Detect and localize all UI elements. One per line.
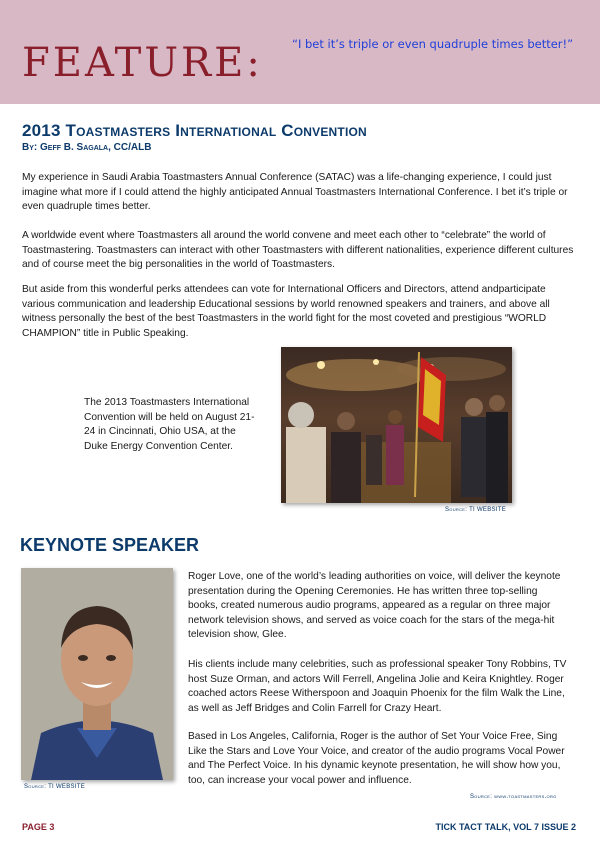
keynote-heading: KEYNOTE SPEAKER — [20, 535, 200, 555]
page-number: PAGE 3 — [22, 822, 55, 832]
article-paragraph: My experience in Saudi Arabia Toastmasters Annual Conference (SATAC) was a life-changing experience, I could just imagine what more if I could attend the highly anticipated Annual Toastmasters International Conference. I bet it’s triple or even quadruple times better. — [22, 172, 568, 213]
article-title: 2013 Toastmasters International Convention — [22, 121, 367, 140]
convention-photo — [281, 347, 512, 503]
convention-caption: The 2013 Toastmasters International Convention will be held on August 21-24 in Cincinnati, Ohio USA, at the Duke Energy Convention Center. — [84, 397, 255, 452]
issue-label: TICK TACT TALK, VOL 7 ISSUE 2 — [435, 822, 576, 832]
article-byline: By: Geff B. Sagala, CC/ALB — [22, 142, 152, 153]
keynote-paragraph: Based in Los Angeles, California, Roger is the author of Set Your Voice Free, Sing Like the Stars and Love Your Voice, and creator of the audio programs Vocal Power and The Perfect Voice. In his dynamic keynote presentation, he will show how you, too, can increase your vocal power and influence. — [188, 731, 565, 786]
photo-source-credit: Source: TI WEBSITE — [445, 507, 507, 513]
article-paragraph: But aside from this wonderful perks attendees can vote for International Officers and Directors, attend andparticipate various communication and leadership Educational sessions by world renowned speakers and trainers, and above all witness personally the best of the best Toastmasters in the world fight for the most coveted and prestigious “WORLD CHAMPION” title in Public Speaking. — [22, 284, 550, 339]
text-source-credit: Source: www.toastmasters.org — [470, 794, 557, 800]
keynote-paragraph: His clients include many celebrities, such as professional speaker Tony Robbins, TV host Suze Orman, and actors Will Ferrell, Angelina Jolie and Keira Knightley. Roger coached actors Reese Witherspoon and Joaquin Phoenix for the film Walk the Line, as well as Jeff Bridges and Colin Farrell for Crazy Heart. — [188, 659, 567, 714]
article-paragraph: A worldwide event where Toastmasters all around the world convene and meet each other to “celebrate” the world of Toastmastering. Toastmasters can interact with other Toastmasters with different nationalities, experience different cultures and of course meet the big personalities in the world of Toastmasters. — [22, 230, 574, 271]
feature-label: FEATURE: — [22, 40, 263, 86]
speaker-portrait — [21, 568, 173, 780]
keynote-paragraph: Roger Love, one of the world’s leading authorities on voice, will deliver the keynote presentation during the Opening Ceremonies. He has written three top-selling books, created numerous audio programs, appeared as a regular on three major network television shows, and served as voice coach for the stars of the mega-hit television show, Glee. — [188, 571, 561, 641]
pull-quote: “I bet it’s triple or even quadruple times better!” — [292, 37, 574, 51]
portrait-source-credit: Source: TI WEBSITE — [24, 784, 86, 790]
